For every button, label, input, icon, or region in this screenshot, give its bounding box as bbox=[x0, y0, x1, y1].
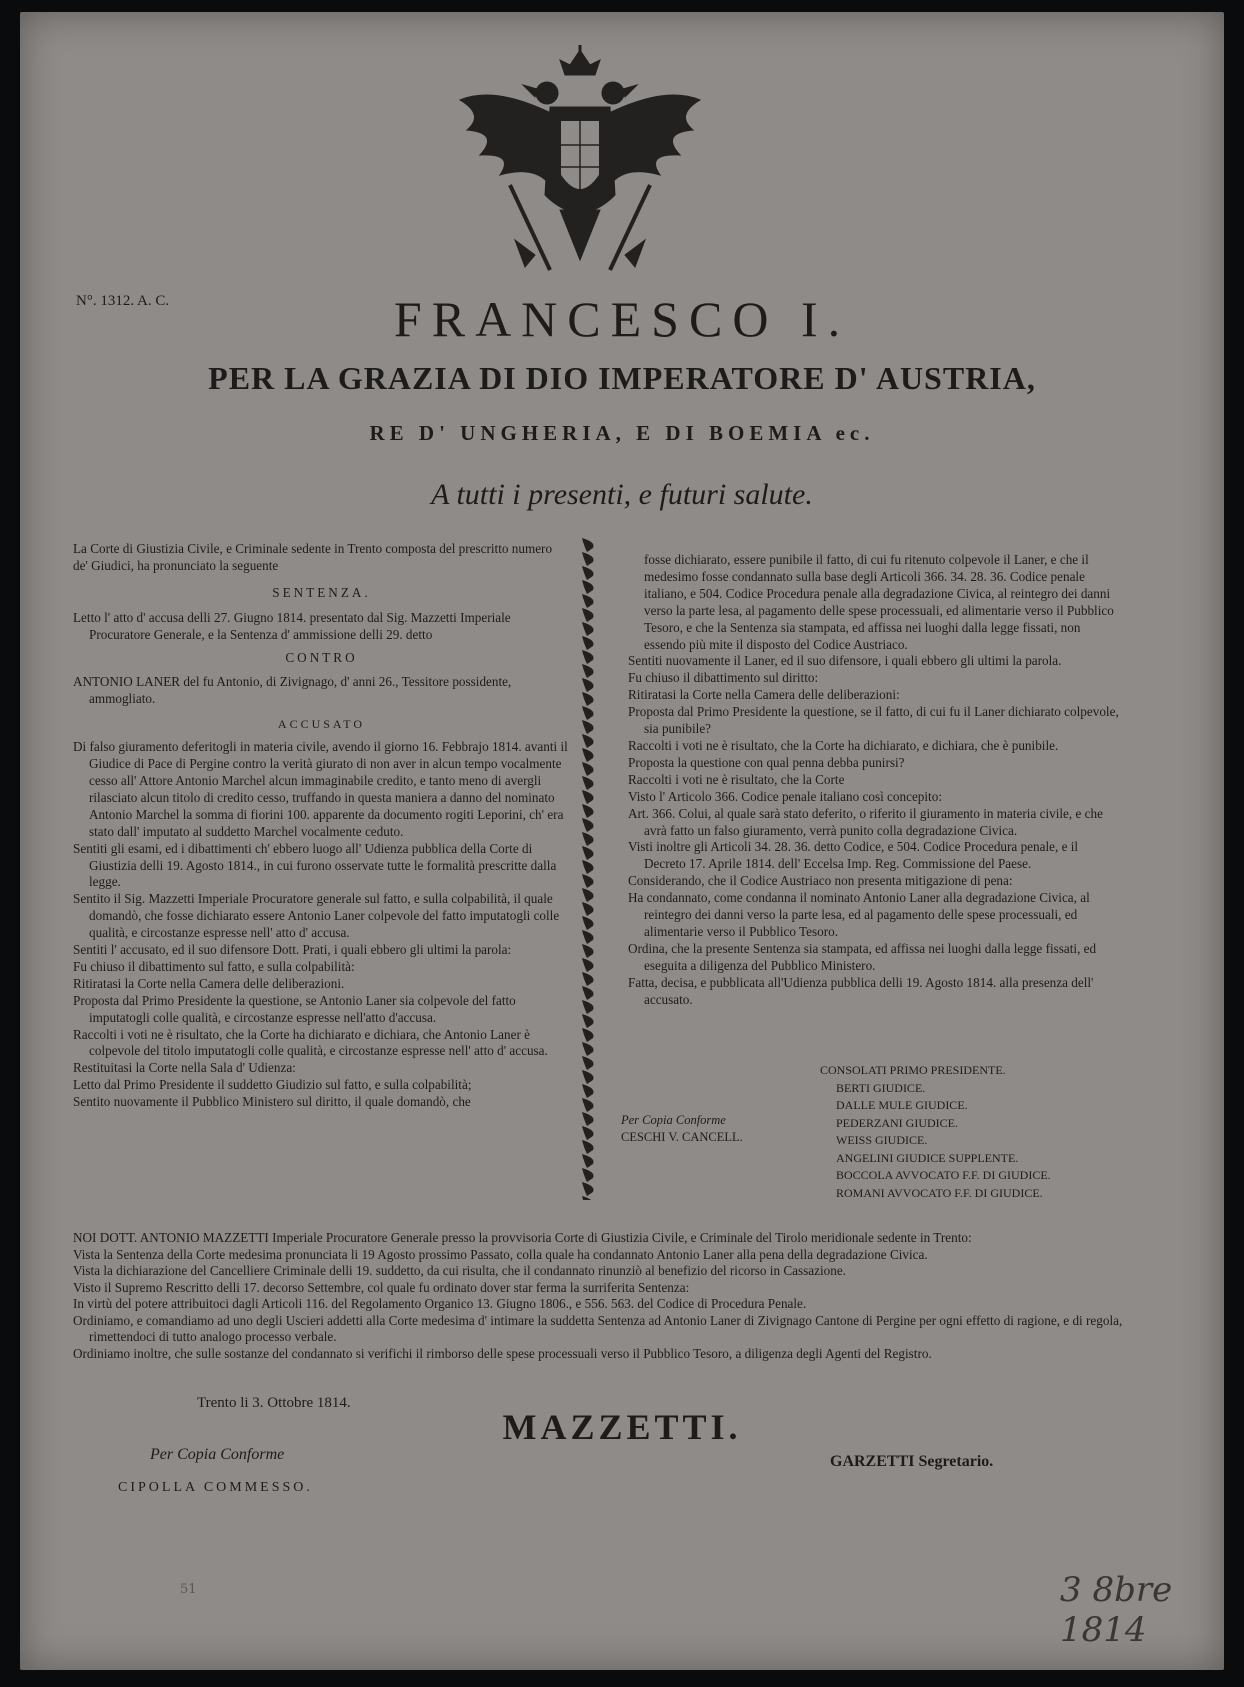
decree-number: N°. 1312. A. C. bbox=[76, 293, 170, 309]
right-paragraph: Proposta la questione con qual penna debba punirsi? bbox=[628, 754, 905, 770]
divider-segment bbox=[582, 776, 594, 790]
kingdoms-line: RE D' UNGHERIA, E DI BOEMIA ec. bbox=[369, 421, 875, 445]
divider-segment bbox=[582, 622, 594, 636]
divider-segment bbox=[582, 790, 594, 804]
divider-segment bbox=[582, 692, 594, 706]
right-paragraph: Fatta, decisa, e pubblicata all'Udienza pubblica delli 19. Agosto 1814. alla presenza dell' accusato. bbox=[628, 974, 1094, 1007]
divider-segment bbox=[582, 608, 594, 622]
accused-description: ANTONIO LANER del fu Antonio, di Zivignago, d' anni 26., Tessitore possidente, ammogliato. bbox=[73, 674, 512, 707]
right-paragraph: Art. 366. Colui, al quale sarà stato deferito, o riferito il giuramento in materia civile, e che avrà fatto un falso giuramento, verrà punito colla degradazione Civica. bbox=[628, 805, 1103, 838]
left-paragraph: Sentito nuovamente il Pubblico Ministero sul diritto, il quale domandò, che bbox=[73, 1094, 471, 1110]
divider-segment bbox=[582, 706, 594, 720]
divider-segment bbox=[582, 538, 594, 552]
decree-paragraph: NOI DOTT. ANTONIO MAZZETTI Imperiale Procuratore Generale presso la provvisoria Corte di Giustizia Civile, e Criminale del Tirolo meridionale sedente in Trento: bbox=[73, 1230, 972, 1245]
right-paragraph: Ordina, che la presente Sentenza sia stampata, ed affissa nei luoghi dalla legge fissati, ed eseguita a diligenza del Pubblico Ministero. bbox=[628, 940, 1097, 973]
divider-segment bbox=[582, 1084, 594, 1098]
signer-line: PEDERZANI GIUDICE. bbox=[836, 1115, 958, 1130]
right-paragraph: Fu chiuso il dibattimento sul diritto: bbox=[628, 670, 819, 686]
divider-segment bbox=[582, 860, 594, 874]
right-paragraph: Proposta dal Primo Presidente la questione, se il fatto, di cui fu il Laner dichiarato colpevole, sia punibile? bbox=[628, 704, 1119, 737]
left-column bbox=[73, 541, 570, 1111]
left-paragraph: Di falso giuramento deferitogli in materia civile, avendo il giorno 16. Febbrajo 1814. avanti il Giudice di Pace di Pergine contro la verità giurato di non aver in alcun tempo vocalmente cesso all' Attore Antonio Marchel alcun immaginabile credito, e tanto meno di avergli rilasciato alcun titolo di credito cesso, truffando in questa maniera a danno del nominato Antonio Marchel la somma di fiorini 100. apparente da documento rogiti Leporini, ch' era stato dall' imputato al suddetto Marchel vocalmente ceduto. bbox=[73, 739, 568, 839]
divider-segment bbox=[582, 1196, 594, 1200]
right-paragraph: Ha condannato, come condanna il nominato Antonio Laner alla degradazione Civica, al reintegro dei danni verso la parte lesa, ed al pagamento delle spese processuali, ed alimentarie verso il Pubblico Tesoro. bbox=[628, 890, 1090, 939]
copy-conforme-bottom: Per Copia Conforme bbox=[150, 1446, 285, 1463]
secretary-name: GARZETTI Segretario. bbox=[830, 1453, 994, 1470]
right-paragraph: Visti inoltre gli Articoli 34. 28. 36. detto Codice, e 504. Codice Procedura penale, e il Decreto 17. Aprile 1814. dell' Eccelsa Imp. Reg. Commissione del Paese. bbox=[628, 839, 1079, 872]
divider-segment bbox=[582, 832, 594, 846]
divider-segment bbox=[582, 874, 594, 888]
left-paragraph: Fu chiuso il dibattimento sul fatto, e sulla colpabilità: bbox=[73, 958, 355, 974]
decree-paragraph: Visto il Supremo Rescritto delli 17. decorso Settembre, col quale fu ordinato dover star ferma la surriferita Sentenza: bbox=[73, 1279, 690, 1295]
divider-segment bbox=[582, 734, 594, 748]
divider-segment bbox=[582, 664, 594, 678]
divider-segment bbox=[582, 762, 594, 776]
divider-segment bbox=[582, 1182, 594, 1196]
procurator-decree bbox=[73, 1230, 1183, 1362]
divider-segment bbox=[582, 818, 594, 832]
divider-segment bbox=[582, 944, 594, 958]
divider-segment bbox=[582, 958, 594, 972]
divider-segment bbox=[582, 594, 594, 608]
divider-segment bbox=[582, 1098, 594, 1112]
left-paragraph: Restituitasi la Corte nella Sala d' Udienza: bbox=[73, 1060, 296, 1076]
divider-segment bbox=[582, 930, 594, 944]
divider-segment bbox=[582, 1000, 594, 1014]
right-paragraph: fosse dichiarato, essere punibile il fatto, di cui fu ritenuto colpevole il Laner, e che il medesimo fosse condannato sulla base degli Articoli 366. 34. 28. 36. Codice penale italiano, e 504. Codice Procedura penale alla degradazione Civica, al reintegro dei danni verso la parte lesa, al pagamento delle spese processuali, ed alimentarie verso il Pubblico Tesoro, e che la Sentenza sia stampata, ed affissa nei luoghi dalla legge fissati, non essendo più mite il disposto del Codice Austriaco. bbox=[644, 552, 1114, 652]
signer-line: ANGELINI GIUDICE SUPPLENTE. bbox=[836, 1150, 1019, 1165]
divider-segment bbox=[582, 986, 594, 1000]
chancellor-name: CESCHI V. CANCELL. bbox=[621, 1130, 743, 1144]
procurator-signature: MAZZETTI. bbox=[502, 1407, 742, 1447]
divider-segment bbox=[582, 1014, 594, 1028]
divider-segment bbox=[582, 552, 594, 566]
emperor-title: FRANCESCO I. bbox=[393, 291, 851, 347]
right-paragraph: Ritiratasi la Corte nella Camera delle deliberazioni: bbox=[628, 687, 900, 703]
divider-segment bbox=[582, 678, 594, 692]
contro-heading: CONTRO bbox=[285, 649, 358, 665]
decree-paragraph: Ordiniamo inoltre, che sulle sostanze del condannato si verifichi il rimborso delle spese processuali verso il Pubblico Tesoro, a diligenza degli Agenti del Registro. bbox=[73, 1345, 932, 1361]
divider-segment bbox=[582, 1028, 594, 1042]
left-paragraph: Sentito il Sig. Mazzetti Imperiale Procuratore generale sul fatto, e sulla colpabilità, il quale domandò, che fosse dichiarato essere Antonio Laner colpevole del fatto imputatogli colle qualità, e circostanze espresse nell' atto d' accusa. bbox=[73, 891, 560, 941]
left-paragraph: Proposta dal Primo Presidente la questione, se Antonio Laner sia colpevole del fatto imputatogli colle qualità, e circostanze espresse nell'atto d'accusa. bbox=[73, 992, 516, 1025]
divider-segment bbox=[582, 1112, 594, 1126]
signer-line: BOCCOLA AVVOCATO F.F. DI GIUDICE. bbox=[836, 1168, 1051, 1182]
signer-line: BERTI GIUDICE. bbox=[836, 1080, 926, 1095]
divider-segment bbox=[582, 804, 594, 818]
decree-paragraph: In virtù del potere attribuitoci dagli Articoli 116. del Regolamento Organico 13. Giugno 1806., e 556. 563. del Codice di Procedura Penale. bbox=[73, 1296, 807, 1311]
divider-segment bbox=[582, 1140, 594, 1154]
signer-line: CONSOLATI PRIMO PRESIDENTE. bbox=[820, 1063, 1006, 1077]
right-paragraph: Sentiti nuovamente il Laner, ed il suo difensore, i quali ebbero gli ultimi la parola. bbox=[628, 653, 1062, 669]
divider-segment bbox=[582, 580, 594, 594]
divider-segment bbox=[582, 1126, 594, 1140]
divider-segment bbox=[582, 1168, 594, 1182]
right-paragraph: Considerando, che il Codice Austriaco non presenta mitigazione di pena: bbox=[628, 873, 1013, 889]
left-paragraph: Sentiti gli esami, ed i dibattimenti ch' ebbero luogo all' Udienza pubblica della Corte di Giustizia delli 19. Agosto 1814., in cui furono osservate tutte le formalità prescritte dalla legge. bbox=[73, 840, 557, 890]
decree-paragraph: Vista la dichiarazione del Cancelliere Criminale delli 19. suddetto, da cui risulta, che il condannato rinunziò al benefizio del ricorso in Cassazione. bbox=[73, 1263, 846, 1278]
divider-segment bbox=[582, 1056, 594, 1070]
right-paragraph: Visto l' Articolo 366. Codice penale italiano così concepito: bbox=[628, 788, 942, 804]
imperial-subtitle: PER LA GRAZIA DI DIO IMPERATORE D' AUSTRIA, bbox=[208, 360, 1036, 396]
divider-segment bbox=[582, 1070, 594, 1084]
read-act-paragraph: Letto l' atto d' accusa delli 27. Giugno 1814. presentato dal Sig. Mazzetti Imperiale Procuratore Generale, e la Sentenza d' ammissione delli 29. detto bbox=[73, 609, 511, 642]
divider-segment bbox=[582, 888, 594, 902]
left-paragraph: Raccolti i voti ne è risultato, che la Corte ha dichiarato e dichiara, che Antonio Laner è colpevole del titolo imputatogli colle qualità, e circostanze espresse nell' atto d' accusa. bbox=[73, 1026, 548, 1059]
divider-segment bbox=[582, 902, 594, 916]
right-paragraph: Raccolti i voti ne è risultato, che la Corte ha dichiarato, e dichiara, che è punibile. bbox=[628, 737, 1059, 753]
clerk-name: CIPOLLA COMMESSO. bbox=[118, 1480, 313, 1495]
archive-number: 51 bbox=[180, 1582, 197, 1597]
divider-segment bbox=[582, 650, 594, 664]
judges-signatures bbox=[820, 1062, 1051, 1202]
left-paragraph: Ritiratasi la Corte nella Camera delle deliberazioni. bbox=[73, 975, 345, 991]
handwritten-archive-date: 3 8bre 1814 bbox=[1060, 1570, 1173, 1650]
signer-line: WEISS GIUDICE. bbox=[836, 1133, 928, 1147]
decree-paragraph: Vista la Sentenza della Corte medesima pronunciata li 19 Agosto prossimo Passato, colla quale ha condannato Antonio Laner alla pena della degradazione Civica. bbox=[73, 1246, 928, 1262]
left-paragraph: Sentiti l' accusato, ed il suo difensore Dott. Prati, i quali ebbero gli ultimi la parola: bbox=[73, 942, 512, 958]
greeting: A tutti i presenti, e futuri salute. bbox=[431, 478, 813, 511]
divider-segment bbox=[582, 748, 594, 762]
signer-line: ROMANI AVVOCATO F.F. DI GIUDICE. bbox=[836, 1185, 1043, 1200]
divider-segment bbox=[582, 1042, 594, 1056]
column-divider-ornament bbox=[578, 538, 600, 1200]
decree-date: Trento li 3. Ottobre 1814. bbox=[197, 1395, 351, 1411]
signer-line: DALLE MULE GIUDICE. bbox=[836, 1098, 968, 1112]
intro-paragraph: La Corte di Giustizia Civile, e Criminale sedente in Trento composta del prescritto numero de' Giudici, ha pronunciato la seguente bbox=[73, 541, 553, 573]
accusato-heading: ACCUSATO bbox=[277, 717, 366, 732]
divider-segment bbox=[582, 720, 594, 734]
double-headed-eagle-coat-of-arms bbox=[455, 45, 705, 275]
divider-segment bbox=[582, 1154, 594, 1168]
right-column bbox=[628, 552, 1122, 1008]
divider-segment bbox=[582, 636, 594, 650]
sentence-heading: SENTENZA. bbox=[272, 584, 371, 600]
divider-segment bbox=[582, 846, 594, 860]
copy-conforme-label: Per Copia Conforme bbox=[621, 1113, 726, 1127]
court-copy-note bbox=[621, 1112, 743, 1146]
divider-segment bbox=[582, 972, 594, 986]
divider-segment bbox=[582, 916, 594, 930]
left-paragraph: Letto dal Primo Presidente il suddetto Giudizio sul fatto, e sulla colpabilità; bbox=[73, 1077, 472, 1093]
divider-segment bbox=[582, 566, 594, 580]
right-paragraph: Raccolti i voti ne è risultato, che la Corte bbox=[628, 771, 845, 787]
decree-paragraph: Ordiniamo, e comandiamo ad uno degli Uscieri addetti alla Corte medesima d' intimare la suddetta Sentenza ad Antonio Laner di Zivignago Cantone di Pergine per ogni effetto di ragione, e di regola, rimettendoci di tutto analogo processo verbale. bbox=[73, 1312, 1123, 1344]
